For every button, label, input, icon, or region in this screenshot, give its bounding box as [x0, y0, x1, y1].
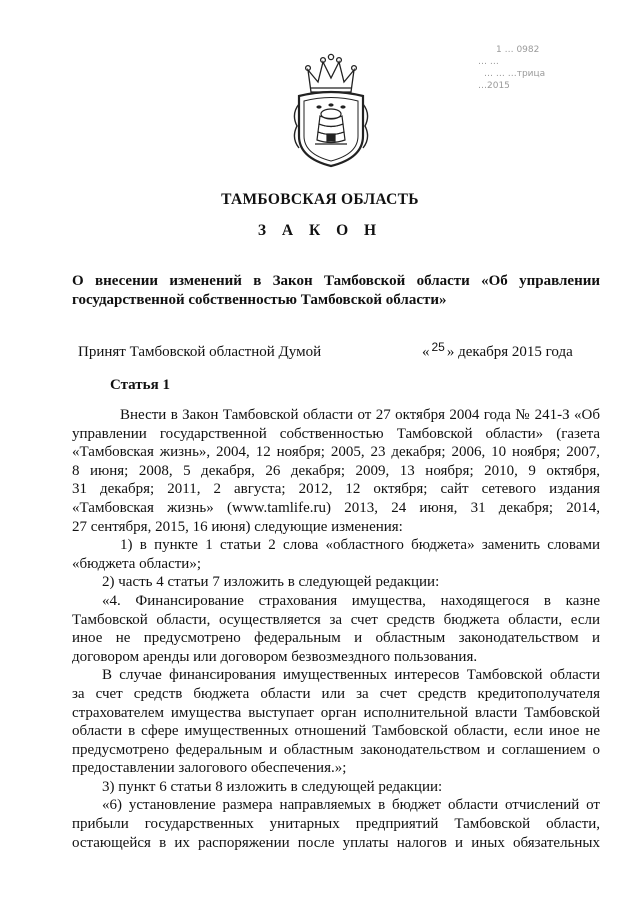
adoption-date-open-quote: « [422, 344, 430, 360]
stamp-line: …2015 [478, 81, 510, 91]
text-line: 31 декабря; 2011, 2 августа; 2012, 12 октября; сайт сетевого издания [72, 481, 600, 498]
text-line: В случае финансирования имущественных интересов Тамбовской области [102, 667, 600, 684]
adoption-day: 25 [431, 340, 445, 354]
text-line: «бюджета области»; [72, 555, 201, 572]
adoption-statement: Принят Тамбовской областной Думой [78, 344, 322, 360]
text-line: области в сфере имущественных отношений Тамбовской области, если иное не [72, 723, 600, 740]
text-line: Внести в Закон Тамбовской области от 27 октября 2004 года № 241-З «Об [120, 407, 600, 423]
document-type-heading: З А К О Н [257, 222, 383, 239]
text-line: договором аренды или договором безвозмездного пользования. [72, 648, 478, 665]
law-title [72, 272, 600, 310]
text-line: 2) часть 4 статьи 7 изложить в следующей редакции: [102, 574, 440, 591]
text-line: «6) установление размера направляемых в бюджет области отчислений от [102, 797, 600, 814]
text-line: управлении государственной собственностью Тамбовской области» (газета [72, 425, 600, 442]
article-heading: Статья 1 [110, 377, 170, 393]
coat-of-arms-emblem [285, 52, 377, 170]
adoption-date-rest: » декабря 2015 года [446, 344, 573, 360]
adoption-date [422, 340, 573, 361]
text-line: «4. Финансирование страхования имущества, находящегося в казне [102, 592, 600, 609]
text-line: за счет средств бюджета области или за счет средств кредитополучателя [72, 685, 600, 702]
stamp-line: … … …трица [484, 69, 546, 79]
law-title-line: государственной собственностью Тамбовской области» [72, 292, 447, 308]
text-line: 3) пункт 6 статьи 8 изложить в следующей редакции: [102, 778, 443, 795]
text-line: «Тамбовская жизнь» (www.tamlife.ru) 2013, 24 июня, 31 декабря; 2014, [72, 499, 600, 516]
text-line: предусмотрено федеральным и областным законодательством и соглашением о [72, 741, 600, 758]
text-line: 27 сентября, 2015, 16 июня) следующие изменения: [72, 518, 403, 535]
text-line: иное не предусмотрено федеральным и областным законодательством и [72, 630, 600, 647]
text-line: «Тамбовская жизнь», 2004, 12 ноября; 2005, 23 декабря; 2006, 10 ноября; 2007, [72, 444, 600, 461]
law-title-line: О внесении изменений в Закон Тамбовской области «Об управлении [72, 273, 600, 289]
stamp-line: … … [478, 57, 499, 67]
article-body [72, 406, 600, 852]
text-line: страхователем имущества выступает орган исполнительной власти Тамбовской [72, 704, 600, 721]
text-line: 1) в пункте 1 статьи 2 слова «областного бюджета» заменить словами [120, 537, 600, 554]
text-line: Тамбовской области, осуществляется за счет средств бюджета области, если [72, 611, 600, 628]
text-line: остающейся в их распоряжении после уплаты налогов и иных обязательных [72, 834, 600, 851]
text-line: предоставлении залогового обеспечения.»; [72, 760, 347, 777]
text-line: прибыли государственных унитарных предприятий Тамбовской области, [72, 816, 600, 833]
stamp-line: 1 … 0982 [496, 45, 540, 55]
registration-stamp [478, 44, 588, 92]
text-line: 8 июня; 2008, 5 декабря, 26 декабря; 2009, 13 ноября; 2010, 9 октября, [72, 462, 600, 479]
region-heading: ТАМБОВСКАЯ ОБЛАСТЬ [221, 191, 419, 208]
